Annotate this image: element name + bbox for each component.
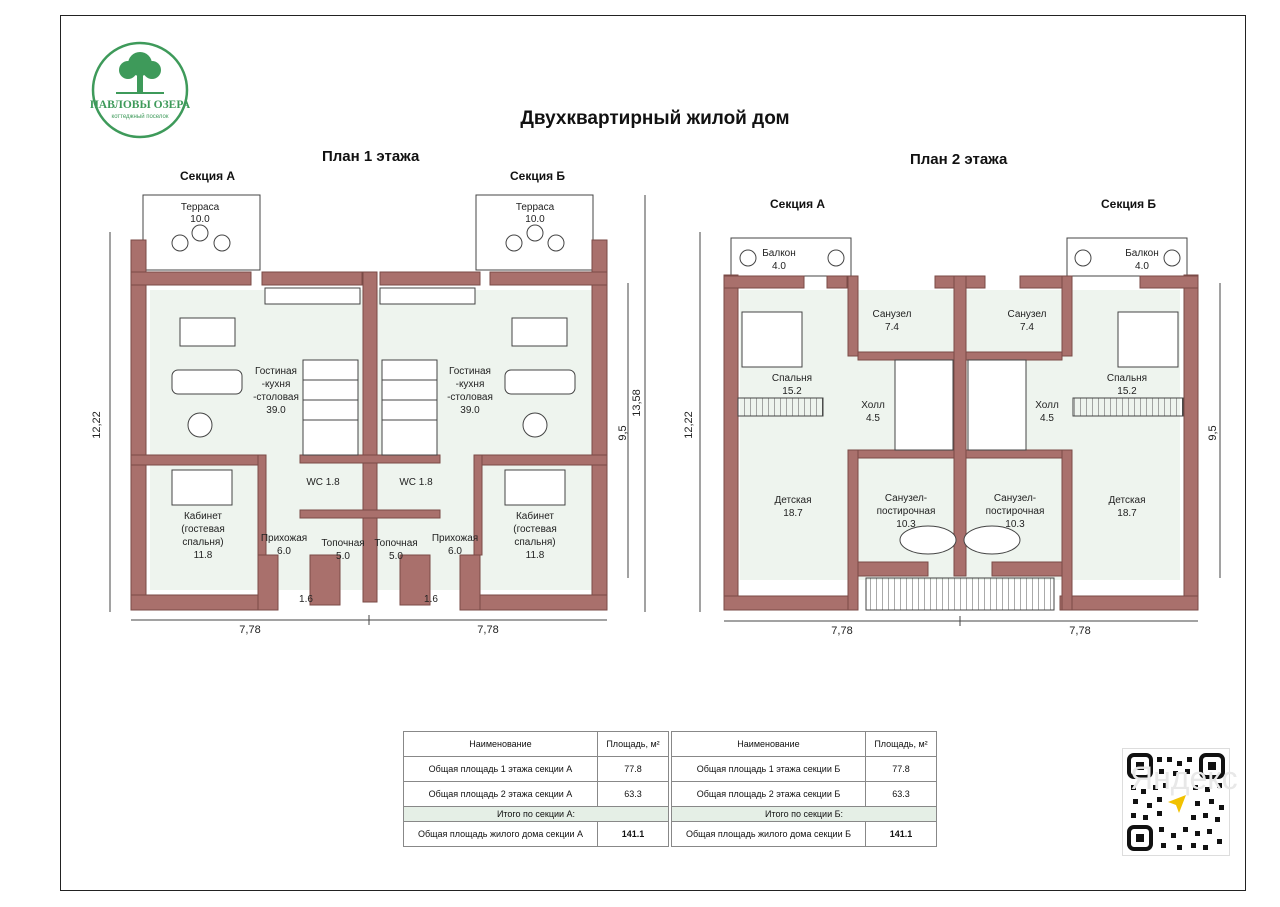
svg-text:18.7: 18.7 bbox=[1117, 508, 1137, 519]
watermark: Яндекс bbox=[1130, 760, 1238, 796]
table-row: Общая площадь жилого дома секции Б 141.1 bbox=[672, 822, 937, 847]
dim-width-b: 7,78 bbox=[477, 624, 499, 636]
floor1-heading: План 1 этажа bbox=[322, 148, 420, 165]
svg-text:-столовая: -столовая bbox=[253, 392, 299, 403]
table-row: Общая площадь 2 этажа секции А 63.3 bbox=[404, 782, 669, 807]
svg-text:10.3: 10.3 bbox=[1005, 519, 1025, 530]
room-bath2-b: Санузел- bbox=[993, 493, 1037, 504]
svg-text:11.8: 11.8 bbox=[193, 550, 213, 561]
dim-height-left: 12,22 bbox=[91, 411, 103, 439]
svg-text:6.0: 6.0 bbox=[277, 546, 291, 557]
room-boiler-a: Топочная bbox=[321, 538, 365, 549]
svg-text:(гостевая: (гостевая bbox=[513, 524, 557, 535]
svg-text:4.0: 4.0 bbox=[772, 261, 786, 272]
floor1-plan bbox=[91, 195, 645, 636]
room-living-b: Гостиная bbox=[449, 366, 491, 377]
room-hall2-b: Холл bbox=[1035, 400, 1059, 411]
svg-text:спальня): спальня) bbox=[514, 537, 556, 548]
room-balcony-b: Балкон bbox=[1125, 248, 1159, 259]
dim2-width-b: 7,78 bbox=[1069, 625, 1091, 637]
page-title: Двухквартирный жилой дом bbox=[520, 108, 790, 129]
svg-text:10.0: 10.0 bbox=[190, 214, 210, 225]
porch-b: 1.6 bbox=[424, 594, 438, 605]
dim-height-right-inner: 9,5 bbox=[617, 425, 629, 441]
room-hall2-a: Холл bbox=[861, 400, 885, 411]
svg-text:-кухня: -кухня bbox=[261, 379, 291, 390]
svg-text:спальня): спальня) bbox=[182, 537, 224, 548]
room-wc-a: WC 1.8 bbox=[306, 477, 340, 488]
room-terrace-b: Терраса bbox=[515, 202, 555, 213]
svg-text:постирочная: постирочная bbox=[985, 506, 1045, 517]
svg-text:постирочная: постирочная bbox=[876, 506, 936, 517]
svg-text:5.0: 5.0 bbox=[389, 551, 403, 562]
dim2-height-left: 12,22 bbox=[683, 411, 695, 439]
table-row: Общая площадь жилого дома секции А 141.1 bbox=[404, 822, 669, 847]
room-bath-a: Санузел bbox=[872, 309, 912, 320]
svg-text:-столовая: -столовая bbox=[447, 392, 493, 403]
room-living-a: Гостиная bbox=[255, 366, 297, 377]
dim2-width-a: 7,78 bbox=[831, 625, 853, 637]
map-pointer-icon bbox=[1168, 795, 1186, 813]
room-kids-b: Детская bbox=[1108, 495, 1146, 506]
svg-text:11.8: 11.8 bbox=[525, 550, 545, 561]
svg-text:18.7: 18.7 bbox=[783, 508, 803, 519]
svg-text:15.2: 15.2 bbox=[1117, 386, 1137, 397]
svg-text:39.0: 39.0 bbox=[460, 405, 480, 416]
svg-text:4.5: 4.5 bbox=[1040, 413, 1054, 424]
floor2-plan bbox=[683, 232, 1220, 637]
area-table-b: Наименование Площадь, м² Общая площадь 1 этажа секции Б 77.8 Общая площадь 2 этажа секции Б 63.3 Итого по секции Б: Общая площадь жилого дома секции Б 141.1 bbox=[671, 731, 937, 847]
table-row: Общая площадь 2 этажа секции Б 63.3 bbox=[672, 782, 937, 807]
table-row: Общая площадь 1 этажа секции Б 77.8 bbox=[672, 757, 937, 782]
svg-text:15.2: 15.2 bbox=[782, 386, 802, 397]
svg-text:(гостевая: (гостевая bbox=[181, 524, 225, 535]
room-hall-a: Прихожая bbox=[260, 533, 308, 544]
dim-height-right-outer: 13,58 bbox=[631, 389, 643, 417]
floor2-section-b: Секция Б bbox=[1101, 197, 1157, 211]
room-boiler-b: Топочная bbox=[374, 538, 418, 549]
room-kids-a: Детская bbox=[774, 495, 812, 506]
floor1-section-b: Секция Б bbox=[510, 169, 566, 183]
svg-text:7.4: 7.4 bbox=[1020, 322, 1034, 333]
svg-text:-кухня: -кухня bbox=[455, 379, 485, 390]
room-balcony-a: Балкон bbox=[762, 248, 796, 259]
dim2-height-right: 9,5 bbox=[1207, 425, 1219, 441]
area-table-a: Наименование Площадь, м² Общая площадь 1 этажа секции А 77.8 Общая площадь 2 этажа секции А 63.3 Итого по секции А: Общая площадь жилого дома секции А 141.1 bbox=[403, 731, 669, 847]
svg-text:4.5: 4.5 bbox=[866, 413, 880, 424]
svg-text:5.0: 5.0 bbox=[336, 551, 350, 562]
svg-text:6.0: 6.0 bbox=[448, 546, 462, 557]
room-bedroom-b: Спальня bbox=[1106, 373, 1148, 384]
room-cabinet-a: Кабинет bbox=[183, 511, 223, 522]
porch-a: 1.6 bbox=[299, 594, 313, 605]
table-row: Общая площадь 1 этажа секции А 77.8 bbox=[404, 757, 669, 782]
dim-width-a: 7,78 bbox=[239, 624, 261, 636]
room-terrace-a: Терраса bbox=[180, 202, 220, 213]
floor1-section-a: Секция А bbox=[180, 169, 236, 183]
svg-text:7.4: 7.4 bbox=[885, 322, 899, 333]
room-bath-b: Санузел bbox=[1007, 309, 1047, 320]
logo-text: ПАВЛОВЫ ОЗЕРА bbox=[90, 99, 190, 111]
svg-text:10.0: 10.0 bbox=[525, 214, 545, 225]
room-cabinet-b: Кабинет bbox=[515, 511, 555, 522]
svg-text:коттеджный поселок: коттеджный поселок bbox=[111, 114, 169, 120]
svg-text:10.3: 10.3 bbox=[896, 519, 916, 530]
svg-text:39.0: 39.0 bbox=[266, 405, 286, 416]
floor2-heading: План 2 этажа bbox=[910, 151, 1008, 168]
room-bath2-a: Санузел- bbox=[884, 493, 928, 504]
room-wc-b: WC 1.8 bbox=[399, 477, 433, 488]
floor2-section-a: Секция А bbox=[770, 197, 826, 211]
room-hall-b: Прихожая bbox=[431, 533, 479, 544]
svg-text:4.0: 4.0 bbox=[1135, 261, 1149, 272]
room-bedroom-a: Спальня bbox=[771, 373, 813, 384]
